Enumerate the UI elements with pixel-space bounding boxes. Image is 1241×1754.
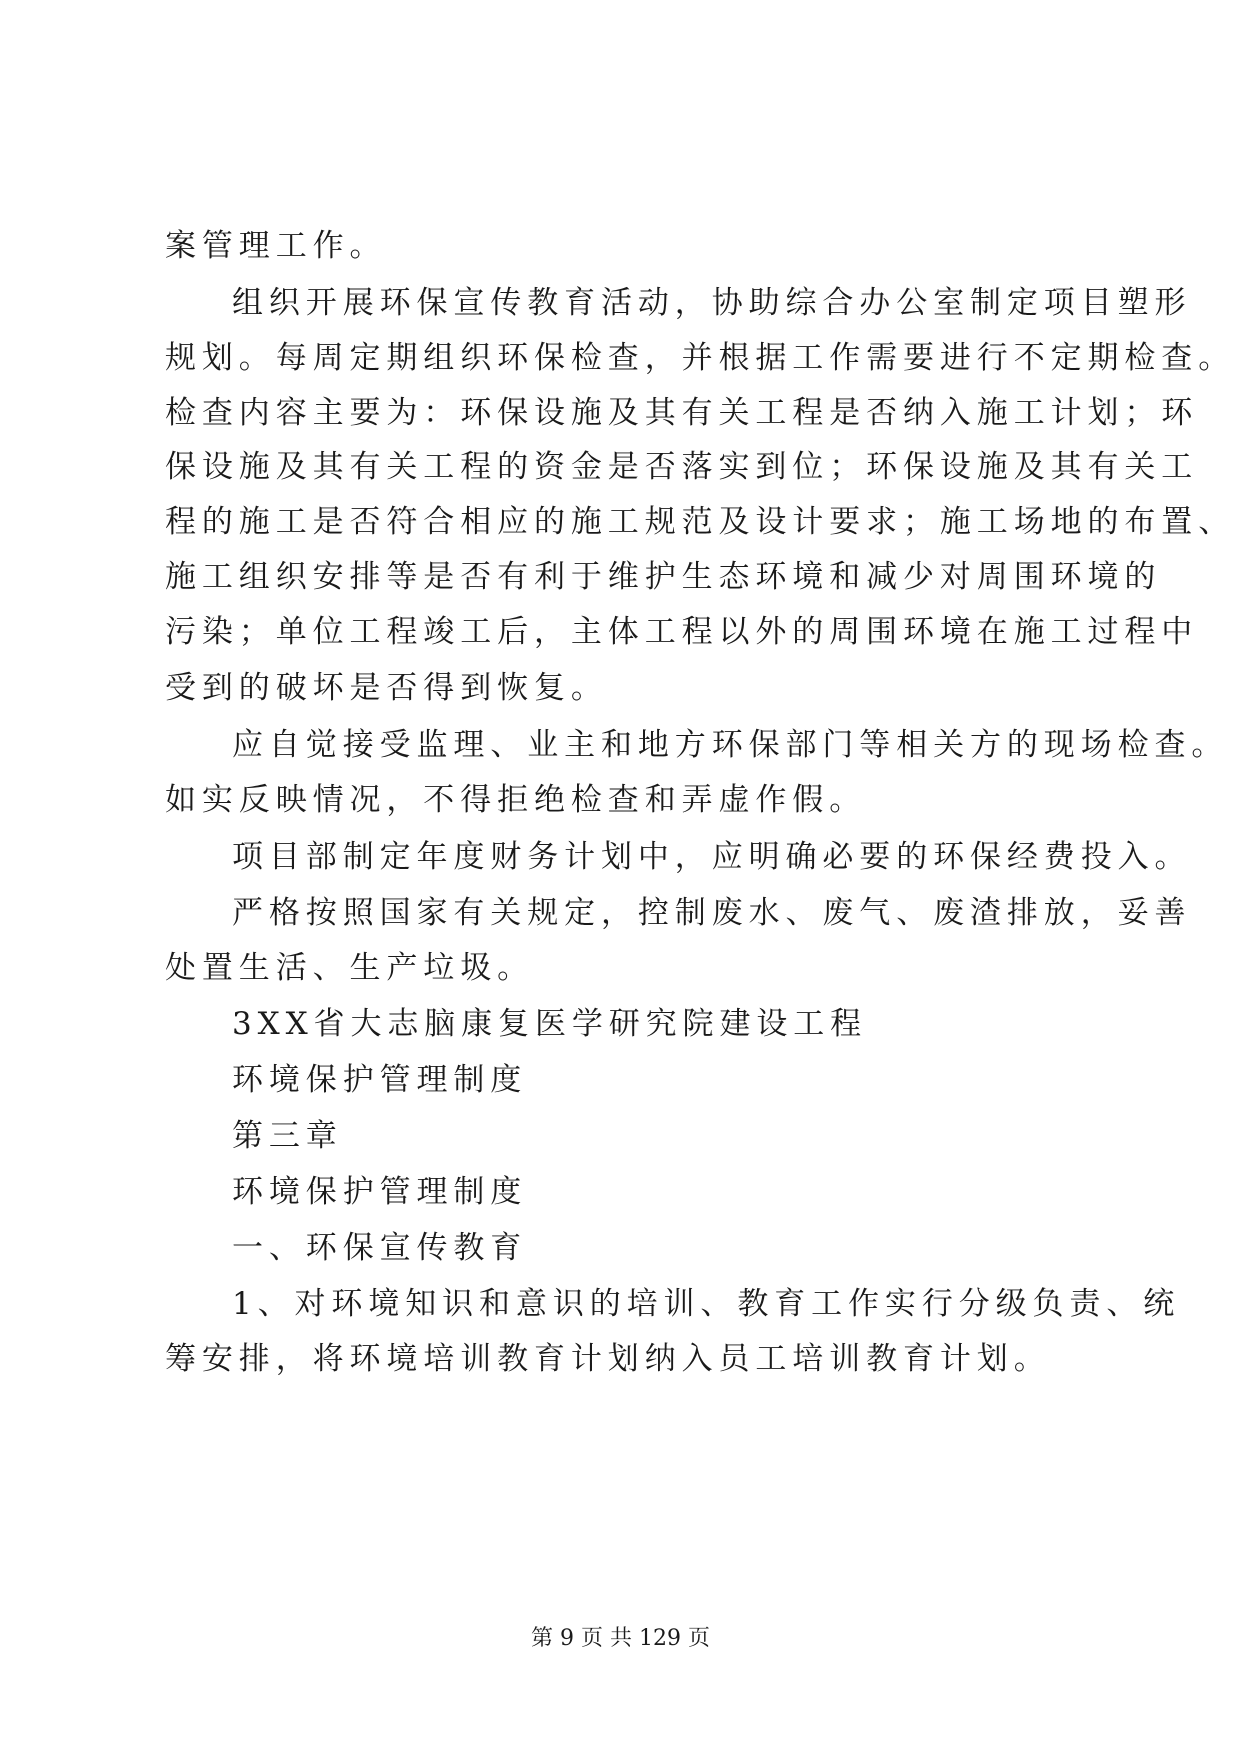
text-line: 污染；单位工程竣工后，主体工程以外的周围环境在施工过程中 [165, 614, 1199, 650]
text-line: 应自觉接受监理、业主和地方环保部门等相关方的现场检查。 [232, 727, 1229, 763]
text-line: 组织开展环保宣传教育活动，协助综合办公室制定项目塑形 [232, 285, 1192, 321]
text-line: 检查内容主要为：环保设施及其有关工程是否纳入施工计划；环 [165, 395, 1199, 431]
text-line: 处置生活、生产垃圾。 [165, 950, 534, 986]
text-line: 筹安排，将环境培训教育计划纳入员工培训教育计划。 [165, 1341, 1051, 1377]
text-line: 严格按照国家有关规定，控制废水、废气、废渣排放，妥善 [232, 895, 1192, 931]
text-line: 施工组织安排等是否有利于维护生态环境和减少对周围环境的 [165, 559, 1162, 595]
text-line: 3XX省大志脑康复医学研究院建设工程 [232, 1006, 868, 1042]
text-line: 第三章 [232, 1118, 343, 1154]
text-line: 环境保护管理制度 [232, 1062, 528, 1098]
text-line: 受到的破坏是否得到恢复。 [165, 670, 608, 706]
page-number-footer: 第 9 页 共 129 页 [531, 1626, 710, 1651]
text-line: 案管理工作。 [165, 228, 387, 264]
text-line: 项目部制定年度财务计划中，应明确必要的环保经费投入。 [232, 839, 1192, 875]
text-line: 规划。每周定期组织环保检查，并根据工作需要进行不定期检查。 [165, 340, 1236, 376]
text-line: 如实反映情况，不得拒绝检查和弄虚作假。 [165, 782, 867, 818]
text-line: 1、对环境知识和意识的培训、教育工作实行分级负责、统 [232, 1286, 1181, 1322]
text-line: 保设施及其有关工程的资金是否落实到位；环保设施及其有关工 [165, 449, 1199, 485]
text-line: 程的施工是否符合相应的施工规范及设计要求；施工场地的布置、 [165, 504, 1236, 540]
text-line: 环境保护管理制度 [232, 1174, 528, 1210]
text-line: 一、环保宣传教育 [232, 1230, 528, 1266]
